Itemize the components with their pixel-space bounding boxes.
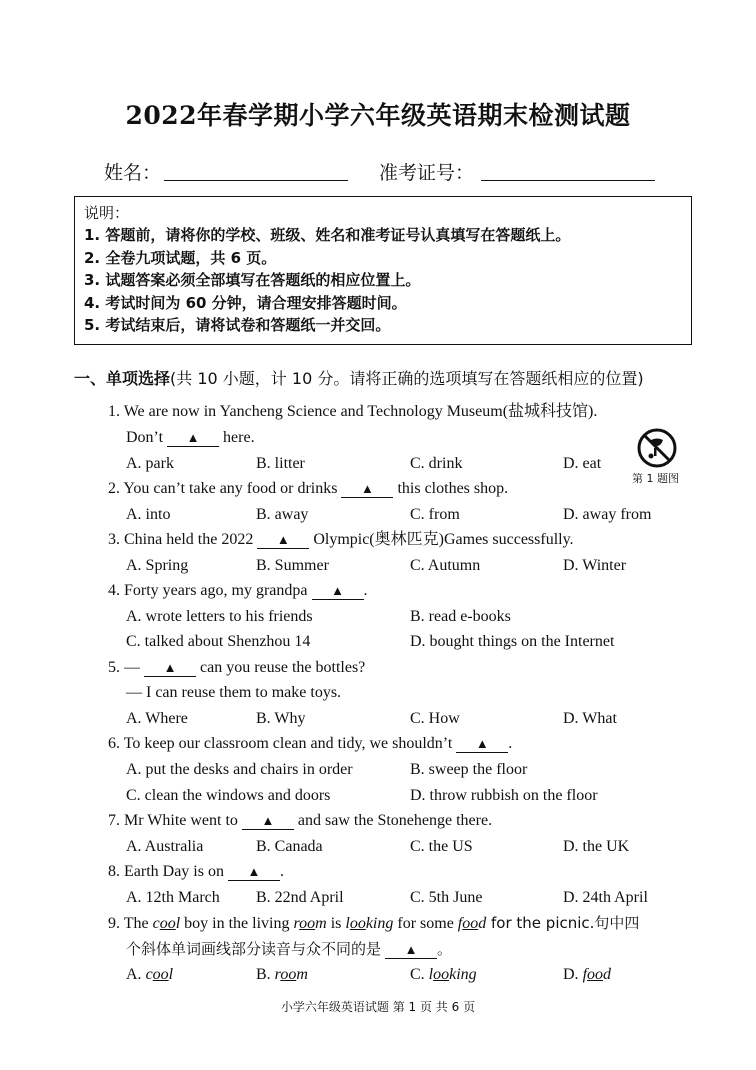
icon-caption: 第 1 题图 <box>632 472 679 485</box>
q8-post: . <box>279 863 284 880</box>
question-7-stem <box>108 811 492 831</box>
option-b[interactable]: B. litter <box>256 455 305 472</box>
q9-text: for some <box>393 915 458 932</box>
option-d[interactable]: D. eat <box>563 455 602 472</box>
answer-blank[interactable]: ▲ <box>456 736 508 753</box>
option-c[interactable]: C. talked about Shenzhou 14 <box>126 633 311 650</box>
q3-post: Olympic(奥林匹克)Games successfully. <box>313 531 574 548</box>
answer-blank[interactable]: ▲ <box>144 660 196 677</box>
option-b[interactable]: B. Canada <box>256 838 323 855</box>
q9-line2-end: 。 <box>437 940 453 958</box>
italic-word-looking: looking <box>345 915 394 932</box>
answer-blank[interactable]: ▲ <box>385 942 437 959</box>
option-b[interactable]: B. sweep the floor <box>410 761 528 778</box>
page-footer: 小学六年级英语试题 第 1 页 共 6 页 <box>280 1000 476 1014</box>
question-2-stem <box>108 479 508 499</box>
name-field-line[interactable] <box>164 180 348 181</box>
exam-number-field-line[interactable] <box>481 180 655 181</box>
question-4-stem <box>108 581 368 601</box>
q1-pre: Don’t <box>126 429 164 446</box>
instruction-item: 3. 试题答案必须全部填写在答题纸的相应位置上。 <box>84 271 421 289</box>
question-1-stem: 1. We are now in Yancheng Science and Technology Museum(盐城科技馆). <box>108 403 598 420</box>
italic-word-cool: cool <box>152 915 181 932</box>
option-a[interactable]: A. put the desks and chairs in order <box>126 761 353 778</box>
answer-blank[interactable]: ▲ <box>167 430 219 447</box>
option-b[interactable]: B. read e-books <box>410 608 511 625</box>
question-6-stem <box>108 734 512 754</box>
option-c[interactable]: C. drink <box>410 455 463 472</box>
exam-number-label: 准考证号： <box>379 162 475 184</box>
question-5-stem <box>108 658 365 678</box>
option-a[interactable]: A. park <box>126 455 174 472</box>
q7-post: and saw the Stonehenge there. <box>297 812 493 829</box>
q9-line2-text: 个斜体单词画线部分读音与众不同的是 <box>126 940 382 958</box>
q4-pre: 4. Forty years ago, my grandpa <box>108 582 308 599</box>
option-d[interactable]: D. the UK <box>563 838 630 855</box>
option-c[interactable]: C. from <box>410 506 460 523</box>
section-number: 一、 <box>74 369 107 388</box>
option-a[interactable]: A. wrote letters to his friends <box>126 608 313 625</box>
option-c[interactable]: C. looking <box>410 966 477 983</box>
option-a[interactable]: A. Australia <box>126 838 204 855</box>
option-c[interactable]: C. 5th June <box>410 889 483 906</box>
answer-blank[interactable]: ▲ <box>257 532 309 549</box>
option-d[interactable]: D. food <box>563 966 612 983</box>
q1-post: here. <box>223 429 255 446</box>
italic-word-food: food <box>457 915 487 932</box>
no-littering-icon <box>637 428 677 468</box>
option-c[interactable]: C. Autumn <box>410 557 481 574</box>
option-b[interactable]: B. 22nd April <box>256 889 344 906</box>
option-d[interactable]: D. throw rubbish on the floor <box>410 787 598 804</box>
option-a[interactable]: A. Where <box>126 710 188 727</box>
page-title: 2022年春学期小学六年级英语期末检测试题 <box>125 101 631 130</box>
q6-post: . <box>508 735 513 752</box>
name-label: 姓名： <box>104 162 162 184</box>
q5-post: can you reuse the bottles? <box>200 659 366 676</box>
option-b[interactable]: B. away <box>256 506 309 523</box>
q4-post: . <box>363 582 368 599</box>
option-b[interactable]: B. Summer <box>256 557 329 574</box>
option-d[interactable]: D. Winter <box>563 557 627 574</box>
question-9-line2 <box>126 939 452 960</box>
q9-text: is <box>326 915 346 932</box>
option-a[interactable]: A. Spring <box>126 557 189 574</box>
q3-pre: 3. China held the 2022 <box>108 531 254 548</box>
instructions-box <box>74 196 692 345</box>
question-8-stem <box>108 862 284 882</box>
q9-text: boy in the living <box>180 915 294 932</box>
section-heading <box>74 366 644 389</box>
option-a[interactable]: A. cool <box>126 966 174 983</box>
q5-pre: 5. — <box>108 659 140 676</box>
italic-word-room: room <box>293 915 327 932</box>
option-b[interactable]: B. room <box>256 966 308 983</box>
question-5-reply: — I can reuse them to make toys. <box>126 684 342 701</box>
instruction-item: 5. 考试结束后，请将试卷和答题纸一并交回。 <box>84 316 391 334</box>
question-3-stem <box>108 530 574 550</box>
option-b[interactable]: B. Why <box>256 710 306 727</box>
instruction-item: 1. 答题前，请将你的学校、班级、姓名和准考证号认真填写在答题纸上。 <box>84 226 571 244</box>
answer-blank[interactable]: ▲ <box>341 481 393 498</box>
instructions-heading: 说明： <box>84 204 130 222</box>
option-c[interactable]: C. How <box>410 710 460 727</box>
question-1-line2 <box>126 428 255 448</box>
answer-blank[interactable]: ▲ <box>312 583 364 600</box>
option-c[interactable]: C. the US <box>410 838 473 855</box>
q9-text: 9. The <box>108 915 153 932</box>
instruction-item: 4. 考试时间为 60 分钟，请合理安排答题时间。 <box>84 293 407 312</box>
answer-blank[interactable]: ▲ <box>228 864 280 881</box>
option-d[interactable]: D. away from <box>563 506 652 523</box>
q7-pre: 7. Mr White went to <box>108 812 238 829</box>
option-d[interactable]: D. bought things on the Internet <box>410 633 615 650</box>
section-note: (共 10 小题，计 10 分。请将正确的选项填写在答题纸相应的位置) <box>170 369 644 388</box>
question-9-stem <box>108 913 639 934</box>
option-c[interactable]: C. clean the windows and doors <box>126 787 331 804</box>
q6-pre: 6. To keep our classroom clean and tidy, we shouldn’t <box>108 735 453 752</box>
option-a[interactable]: A. into <box>126 506 171 523</box>
q9-text: for the picnic.句中四 <box>486 914 640 932</box>
section-title: 单项选择 <box>106 369 171 388</box>
option-a[interactable]: A. 12th March <box>126 889 220 906</box>
option-d[interactable]: D. What <box>563 710 617 727</box>
q8-pre: 8. Earth Day is on <box>108 863 224 880</box>
q2-post: this clothes shop. <box>397 480 509 497</box>
option-d[interactable]: D. 24th April <box>563 889 648 906</box>
answer-blank[interactable]: ▲ <box>242 813 294 830</box>
instruction-item: 2. 全卷九项试题，共 6 页。 <box>84 248 277 267</box>
q2-pre: 2. You can’t take any food or drinks <box>108 480 338 497</box>
